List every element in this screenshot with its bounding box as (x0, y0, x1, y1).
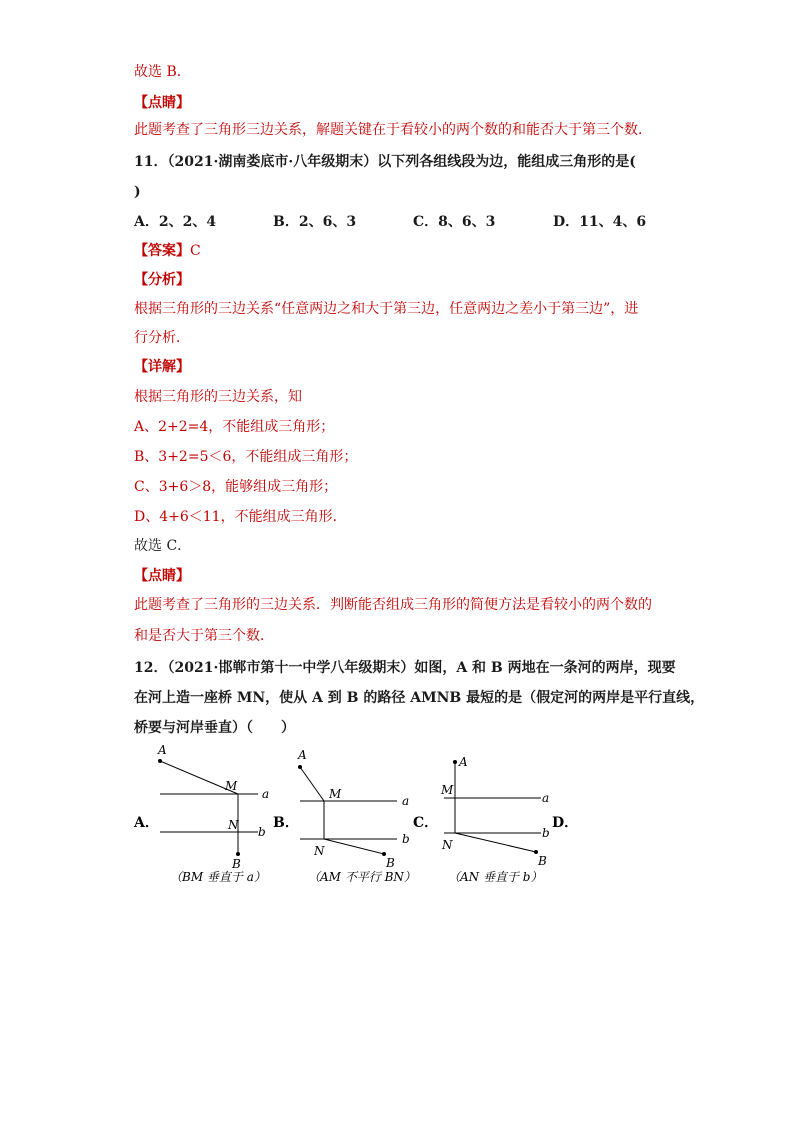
q11-options (134, 212, 674, 232)
q12-diagram-a (150, 740, 276, 886)
label-m: M (225, 779, 238, 793)
q12-diagram-b (290, 745, 420, 886)
caption-a: （BM 垂直于 a） (170, 870, 266, 884)
label-b: B (386, 856, 395, 870)
point-a (298, 765, 302, 769)
q11-tip-line-1: 此题考查了三角形的三边关系．判断能否组成三角形的简便方法是看较小的两个数的 (134, 597, 652, 613)
q11-detail-line: C、3+6＞8，能够组成三角形； (134, 479, 338, 495)
segment-am (300, 767, 324, 801)
q11-analysis-label: 【分析】 (134, 272, 190, 288)
label-b: B (538, 854, 547, 868)
q11-analysis-line-2: 行分析． (134, 330, 190, 346)
q11-option-d: D．11、4、6 (553, 214, 647, 230)
answer-label: 【答案】 (134, 243, 190, 259)
label-m: M (441, 783, 454, 797)
q11-conclusion: 故选 C． (134, 538, 192, 554)
q11-detail-line: D、4+6＜11，不能组成三角形． (134, 509, 347, 525)
q11-option-a: A．2、2、4 (134, 214, 217, 230)
label-a: A (158, 743, 167, 757)
segment-nb (455, 833, 536, 852)
point-b (236, 852, 240, 856)
label-b: B (232, 857, 241, 871)
q10-tip-label: 【点睛】 (134, 95, 190, 111)
point-a (158, 759, 162, 763)
label-m: M (329, 787, 342, 801)
q11-tip-label: 【点睛】 (134, 568, 190, 584)
q11-detail-line: 根据三角形的三边关系，知 (134, 389, 302, 405)
label-a: A (298, 748, 307, 762)
point-a (453, 760, 457, 764)
q12-option-c-label: C． (413, 815, 439, 831)
label-a: A (459, 755, 468, 769)
q11-tip-line-2: 和是否大于第三个数． (134, 628, 274, 644)
q12-option-a-label: A． (134, 815, 159, 831)
q11-detail-line: B、3+2=5＜6，不能组成三角形； (134, 449, 358, 465)
q11-detail-line: A、2+2=4，不能组成三角形； (134, 419, 335, 435)
answer-value: C (190, 243, 201, 259)
q10-tip-text: 此题考查了三角形三边关系，解题关键在于看较小的两个数的和能否大于第三个数． (134, 122, 652, 138)
label-bank-b: b (402, 832, 410, 846)
q12-option-b-label: B． (273, 815, 299, 831)
q11-detail-label: 【详解】 (134, 359, 190, 375)
q11-question-cont: ) (134, 184, 141, 200)
caption-b: （AM 不平行 BN） (308, 870, 416, 884)
q12-diagram-c (434, 748, 564, 886)
q11-analysis-line-1: 根据三角形的三边关系“任意两边之和大于第三边，任意两边之差小于第三边”，进 (134, 301, 639, 317)
q12-line-1: 12．（2021·邯郸市第十一中学八年级期末）如图，A 和 B 两地在一条河的两岸，现要 (134, 660, 676, 676)
q12-line-2: 在河上造一座桥 MN，使从 A 到 B 的路径 AMNB 最短的是（假定河的两岸是平行直线， (134, 690, 705, 706)
q12-option-d-label: D． (552, 815, 579, 831)
q11-answer (134, 241, 201, 261)
q11-option-c: C．8、6、3 (413, 214, 496, 230)
q12-line-3: 桥要与河岸垂直）（ ） (134, 720, 295, 736)
q10-conclusion: 故选 B． (134, 64, 191, 80)
caption-c: （AN 垂直于 b） (448, 870, 543, 884)
label-bank-b: b (542, 826, 550, 840)
label-n: N (442, 838, 453, 852)
label-bank-b: b (258, 825, 266, 839)
q11-question: 11．（2021·湖南娄底市·八年级期末）以下列各组线段为边，能组成三角形的是( (134, 154, 636, 170)
label-bank-a: a (262, 787, 270, 801)
label-bank-a: a (542, 791, 550, 805)
label-n: N (314, 844, 325, 858)
q11-option-b: B．2、6、3 (273, 214, 357, 230)
label-n: N (228, 818, 239, 832)
segment-nb (324, 839, 384, 854)
label-bank-a: a (402, 794, 410, 808)
